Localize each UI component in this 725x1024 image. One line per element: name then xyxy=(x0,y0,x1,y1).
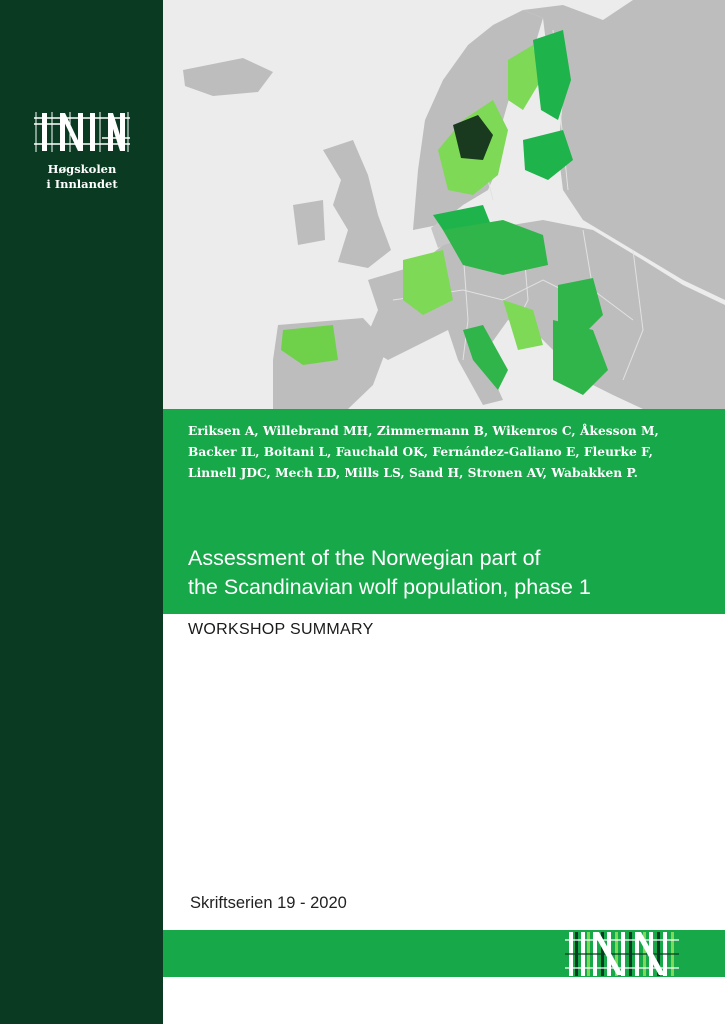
report-subtitle: WORKSHOP SUMMARY xyxy=(188,621,374,638)
europe-wolf-distribution-map-icon xyxy=(163,0,725,409)
series-label: Skriftserien 19 - 2020 xyxy=(190,894,347,912)
institution-name-line2: i Innlandet xyxy=(46,177,118,191)
report-title-line1: Assessment of the Norwegian part of xyxy=(188,546,541,570)
author-line-3: Linnell JDC, Mech LD, Mills LS, Sand H, Stronen AV, Wabakken P. xyxy=(188,466,638,480)
report-title-line2: the Scandinavian wolf population, phase 1 xyxy=(188,575,591,599)
author-line-2: Backer IL, Boitani L, Fauchald OK, Fernández-Galiano E, Fleurke F, xyxy=(188,445,653,459)
title-box xyxy=(163,500,725,614)
author-list xyxy=(188,421,718,484)
inn-logo-icon xyxy=(32,110,132,154)
institution-name-line1: Høgskolen xyxy=(47,162,117,176)
sidebar xyxy=(0,0,163,1024)
authors-box xyxy=(163,409,725,500)
inn-logo-bottom-icon xyxy=(563,930,681,977)
inn-logo xyxy=(30,110,134,192)
europe-map xyxy=(163,0,725,409)
author-line-1: Eriksen A, Willebrand MH, Zimmermann B, Wikenros C, Åkesson M, xyxy=(188,424,659,438)
inn-logo-bottom xyxy=(563,930,681,982)
